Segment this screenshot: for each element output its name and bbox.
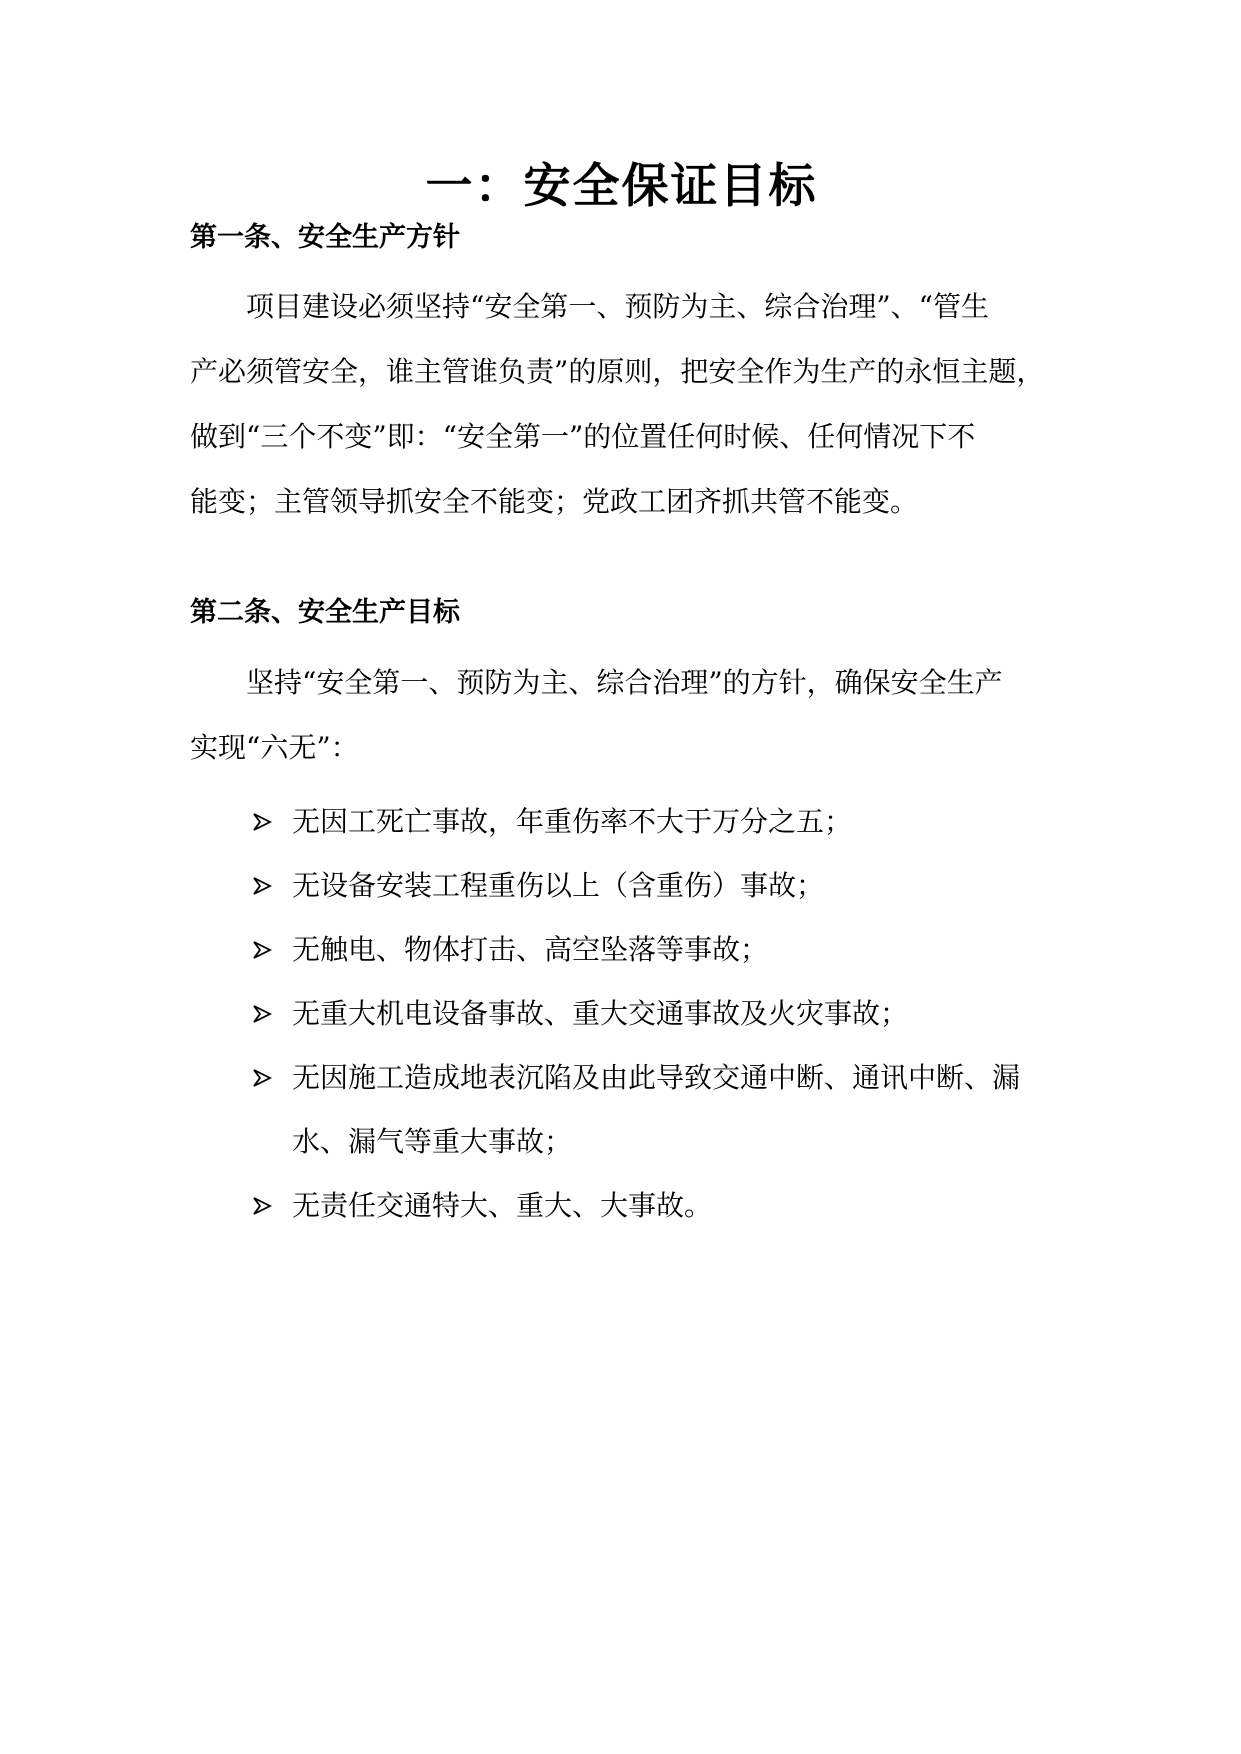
arrowhead-bullet-icon (250, 790, 274, 854)
section-heading-2: 第二条、安全生产目标 (190, 597, 460, 628)
list-item (250, 918, 1060, 982)
arrowhead-bullet-icon (250, 854, 274, 918)
paragraph-line: 产必须管安全，谁主管谁负责”的原则，把安全作为生产的永恒主题， (190, 355, 1045, 388)
paragraph-line: 实现“六无”： (190, 731, 359, 764)
list-item-text: 无触电、物体打击、高空坠落等事故； (292, 933, 769, 966)
goals-list (250, 790, 1060, 1238)
arrowhead-bullet-icon (250, 982, 274, 1046)
paragraph-line: 做到“三个不变”即：“安全第一”的位置任何时候、任何情况下不 (190, 420, 976, 453)
list-item-text: 无责任交通特大、重大、大事故。 (292, 1189, 713, 1222)
list-item (250, 854, 1060, 918)
list-item-text: 无因工死亡事故，年重伤率不大于万分之五； (292, 805, 853, 838)
paragraph-line: 能变；主管领导抓安全不能变；党政工团齐抓共管不能变。 (190, 485, 919, 518)
list-item-text: 水、漏气等重大事故； (292, 1125, 573, 1158)
list-item (250, 982, 1060, 1046)
paragraph-line: 项目建设必须坚持“安全第一、预防为主、综合治理”、“管生 (190, 290, 989, 323)
arrowhead-bullet-icon (250, 1046, 274, 1110)
list-item-text: 无因施工造成地表沉陷及由此导致交通中断、通讯中断、漏 (292, 1061, 1021, 1094)
list-item-text: 无重大机电设备事故、重大交通事故及火灾事故； (292, 997, 909, 1030)
section-1-paragraph (190, 274, 1056, 534)
list-item-text: 无设备安装工程重伤以上（含重伤）事故； (292, 869, 825, 902)
section-2-paragraph (190, 650, 1056, 780)
section-heading-1: 第一条、安全生产方针 (190, 222, 460, 253)
list-item (250, 1046, 1060, 1174)
page-title: 一：安全保证目标 (425, 159, 818, 214)
paragraph-line: 坚持“安全第一、预防为主、综合治理”的方针，确保安全生产 (190, 666, 1003, 699)
arrowhead-bullet-icon (250, 918, 274, 982)
arrowhead-bullet-icon (250, 1174, 274, 1238)
list-item (250, 790, 1060, 854)
list-item (250, 1174, 1060, 1238)
